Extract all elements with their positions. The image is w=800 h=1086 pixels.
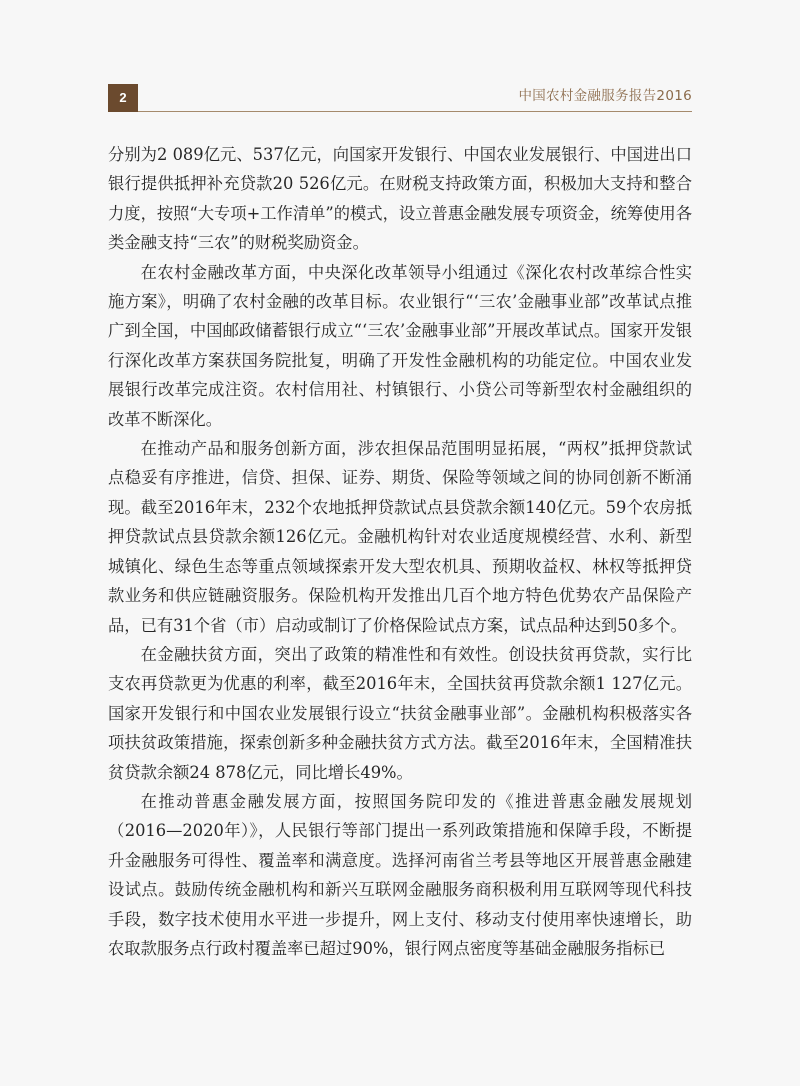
paragraph-poverty-alleviation: 在金融扶贫方面，突出了政策的精准性和有效性。创设扶贫再贷款，实行比支农再贷款更为优惠的利率，截至2016年末，全国扶贫再贷款余额1 127亿元。国家开发银行和中国农业发展银行设立“扶贫金融事业部”。金融机构积极落实各项扶贫政策措施，探索创新多种金融扶贫方式方法。截至2016年末，全国精准扶贫贷款余额24 878亿元，同比增长49%。: [108, 644, 692, 782]
paragraph-continued: 分别为2 089亿元、537亿元，向国家开发银行、中国农业发展银行、中国进出口银行提供抵押补充贷款20 526亿元。在财税支持政策方面，积极加大支持和整合力度，按照“大专项+工作清单”的模式，设立普惠金融发展专项资金，统筹使用各类金融支持“三农”的财税奖励资金。: [108, 145, 692, 253]
body-text: [108, 140, 692, 963]
page-header: [108, 84, 692, 112]
header-rule: [138, 111, 692, 112]
paragraph-product-innovation: 在推动产品和服务创新方面，涉农担保品范围明显拓展，“两权”抵押贷款试点稳妥有序推进，信贷、担保、证券、期货、保险等领域之间的协同创新不断涌现。截至2016年末，232个农地抵押贷款试点县贷款余额140亿元。59个农房抵押贷款试点县贷款余额126亿元。金融机构针对农业适度规模经营、水利、新型城镇化、绿色生态等重点领域探索开发大型农机具、预期收益权、林权等抵押贷款业务和供应链融资服务。保险机构开发推出几百个地方特色优势农产品保险产品，已有31个省（市）启动或制订了价格保险试点方案，试点品种达到50多个。: [108, 439, 692, 635]
paragraph-inclusive-finance: 在推动普惠金融发展方面，按照国务院印发的《推进普惠金融发展规划（2016—2020年）》，人民银行等部门提出一系列政策措施和保障手段，不断提升金融服务可得性、覆盖率和满意度。选择河南省兰考县等地区开展普惠金融建设试点。鼓励传统金融机构和新兴互联网金融服务商积极利用互联网等现代科技手段，数字技术使用水平进一步提升，网上支付、移动支付使用率快速增长，助农取款服务点行政村覆盖率已超过90%，银行网点密度等基础金融服务指标已: [108, 791, 692, 958]
running-title: 中国农村金融服务报告2016: [518, 88, 692, 104]
page-number: 2: [108, 84, 138, 112]
paragraph-rural-finance-reform: 在农村金融改革方面，中央深化改革领导小组通过《深化农村改革综合性实施方案》，明确了农村金融的改革目标。农业银行“‘三农’金融事业部”改革试点推广到全国，中国邮政储蓄银行成立“‘三农’金融事业部”开展改革试点。国家开发银行深化改革方案获国务院批复，明确了开发性金融机构的功能定位。中国农业发展银行改革完成注资。农村信用社、村镇银行、小贷公司等新型农村金融组织的改革不断深化。: [108, 262, 692, 429]
